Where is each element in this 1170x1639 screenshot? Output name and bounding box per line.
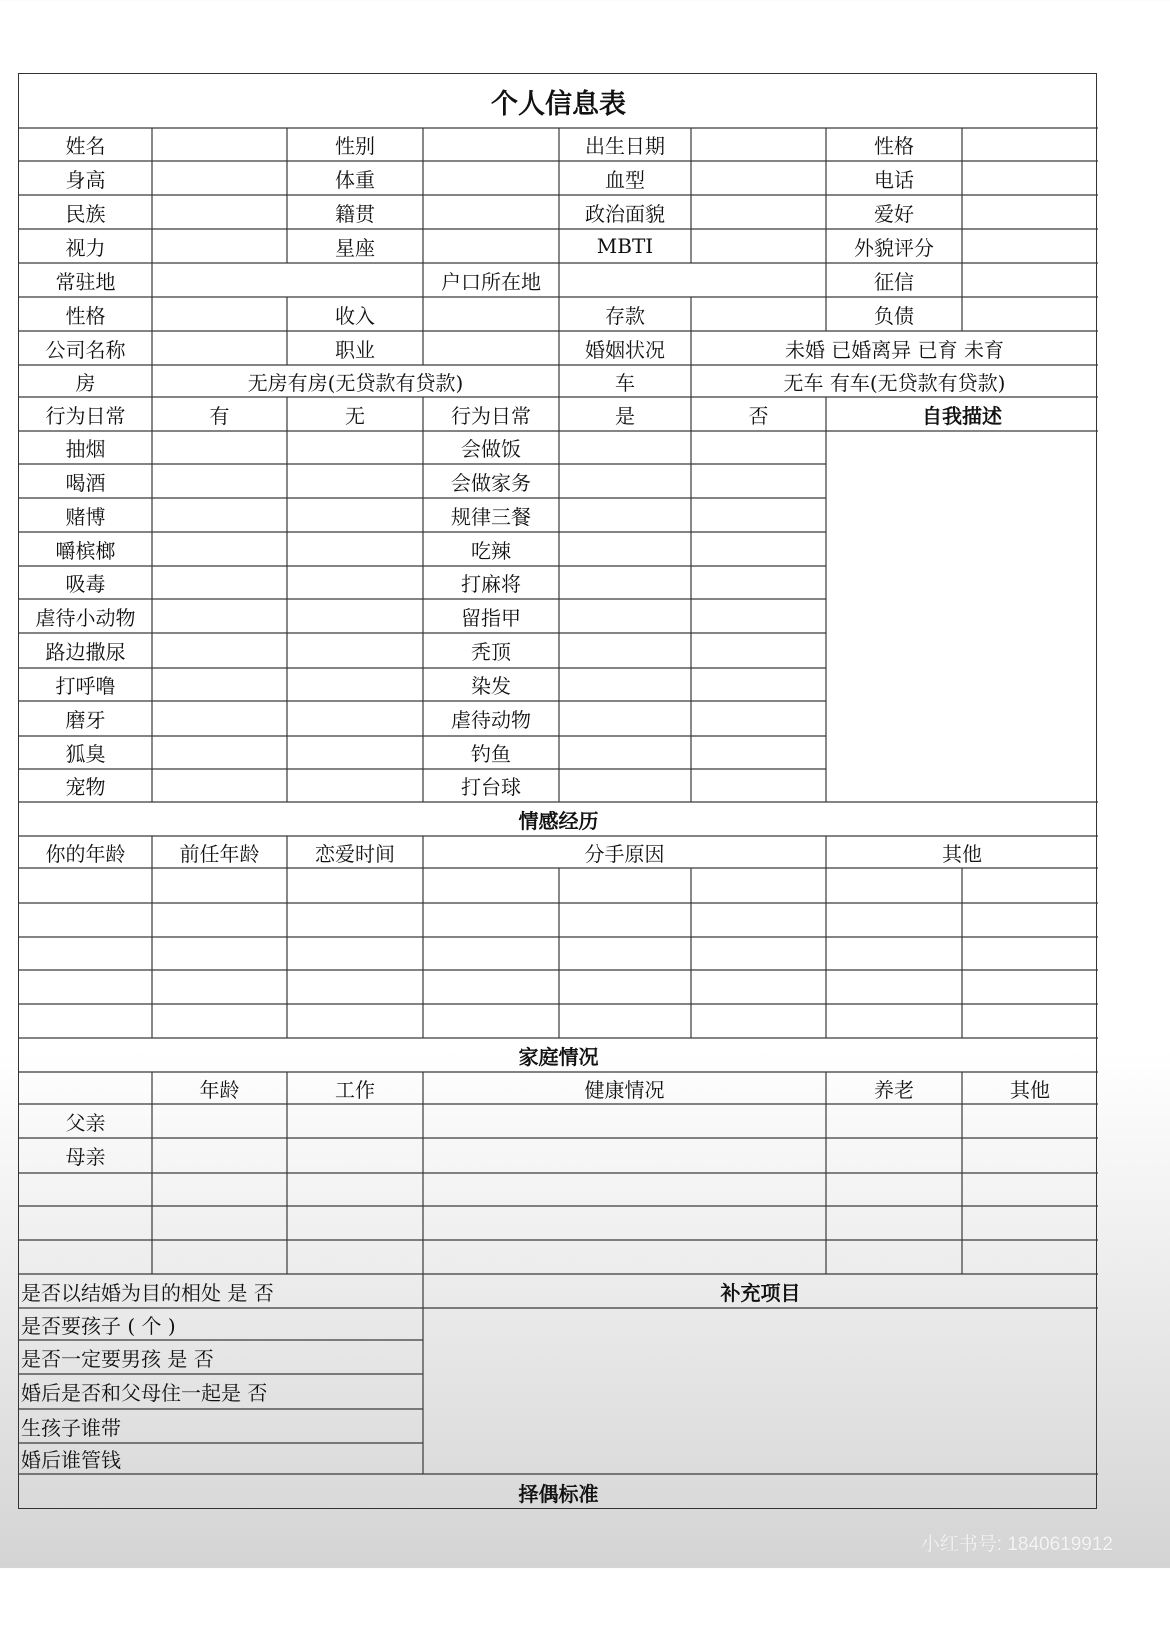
habit-header-left: 行为日常 bbox=[45, 403, 126, 428]
family-header-age: 年龄 bbox=[199, 1077, 240, 1102]
self-description-field[interactable] bbox=[826, 431, 1098, 802]
blood-type-label: 血型 bbox=[605, 167, 645, 192]
political-status-field[interactable] bbox=[691, 195, 826, 229]
emotion-header-ex-age: 前任年龄 bbox=[179, 841, 260, 866]
emotion-cell[interactable] bbox=[962, 868, 1098, 903]
emotion-cell[interactable] bbox=[826, 868, 962, 903]
emotion-cell[interactable] bbox=[826, 937, 962, 970]
family-member-label: 父亲 bbox=[65, 1110, 106, 1135]
habit-left-label: 虐待小动物 bbox=[35, 605, 136, 630]
personality-field-2[interactable] bbox=[152, 297, 287, 331]
emotion-cell[interactable] bbox=[423, 1004, 559, 1038]
emotion-cell[interactable] bbox=[152, 868, 287, 903]
family-member-label bbox=[19, 1206, 152, 1240]
habit-right-label: 会做家务 bbox=[451, 470, 531, 495]
habit-none-cell[interactable] bbox=[287, 769, 423, 802]
appearance-score-label: 外貌评分 bbox=[854, 235, 934, 260]
debt-field[interactable] bbox=[962, 297, 1098, 331]
habit-none-cell[interactable] bbox=[287, 736, 423, 769]
habit-none-cell[interactable] bbox=[287, 498, 423, 532]
habit-right-label: 留指甲 bbox=[461, 605, 521, 630]
family-age-cell[interactable] bbox=[152, 1173, 287, 1206]
habit-left-label: 磨牙 bbox=[65, 708, 106, 732]
habit-no-cell[interactable] bbox=[691, 464, 826, 498]
watermark: 小红书号: 1840619912 bbox=[920, 1534, 1113, 1555]
question-live-with-parents[interactable]: 婚后是否和父母住一起是 否 bbox=[21, 1381, 268, 1405]
habit-none-cell[interactable] bbox=[287, 566, 423, 599]
emotion-cell[interactable] bbox=[152, 1004, 287, 1038]
emotion-cell[interactable] bbox=[287, 937, 423, 970]
gender-field[interactable] bbox=[423, 128, 559, 161]
emotion-cell[interactable] bbox=[287, 1004, 423, 1038]
habit-have-cell[interactable] bbox=[152, 633, 287, 668]
family-header-pension: 养老 bbox=[874, 1077, 914, 1102]
house-label: 房 bbox=[75, 370, 96, 395]
emotion-cell[interactable] bbox=[19, 937, 152, 970]
question-marriage-purpose[interactable]: 是否以结婚为目的相处 是 否 bbox=[21, 1280, 274, 1305]
gender-label: 性别 bbox=[335, 134, 375, 158]
birth-date-field[interactable] bbox=[691, 128, 826, 161]
emotion-cell[interactable] bbox=[19, 970, 152, 1004]
habit-right-label: 规律三餐 bbox=[451, 504, 531, 529]
family-member-label bbox=[19, 1173, 152, 1206]
habit-have-cell[interactable] bbox=[152, 769, 287, 802]
family-pension-cell[interactable] bbox=[826, 1240, 962, 1274]
car-label: 车 bbox=[615, 370, 635, 395]
mbti-label: MBTI bbox=[596, 234, 654, 258]
supplement-title: 补充项目 bbox=[720, 1280, 801, 1305]
habit-no-cell[interactable] bbox=[691, 701, 826, 736]
question-must-be-boy[interactable]: 是否一定要男孩 是 否 bbox=[21, 1346, 214, 1371]
habit-yes-cell[interactable] bbox=[559, 769, 691, 802]
phone-field[interactable] bbox=[962, 161, 1098, 195]
emotion-cell[interactable] bbox=[826, 970, 962, 1004]
question-want-children[interactable]: 是否要孩子 ( 个 ) bbox=[21, 1313, 176, 1338]
height-field[interactable] bbox=[152, 161, 287, 195]
mbti-field[interactable] bbox=[691, 229, 826, 263]
habit-header-yes: 是 bbox=[615, 403, 635, 428]
habit-right-label: 染发 bbox=[471, 674, 511, 698]
appearance-score-field[interactable] bbox=[962, 229, 1098, 263]
habit-header-no: 否 bbox=[748, 403, 769, 428]
question-money-manager[interactable]: 婚后谁管钱 bbox=[21, 1448, 121, 1472]
family-work-cell[interactable] bbox=[287, 1206, 423, 1240]
emotion-cell[interactable] bbox=[423, 868, 559, 903]
habit-yes-cell[interactable] bbox=[559, 464, 691, 498]
habit-have-cell[interactable] bbox=[152, 701, 287, 736]
car-options[interactable]: 无车 有车(无贷款有贷款) bbox=[783, 370, 1006, 395]
emotion-cell[interactable] bbox=[559, 868, 691, 903]
emotion-cell[interactable] bbox=[19, 868, 152, 903]
family-health-cell[interactable] bbox=[423, 1206, 826, 1240]
habit-right-label: 吃辣 bbox=[471, 538, 511, 563]
habit-have-cell[interactable] bbox=[152, 736, 287, 769]
job-label: 职业 bbox=[335, 337, 375, 362]
hobby-label: 爱好 bbox=[874, 201, 914, 226]
emotion-header-other: 其他 bbox=[942, 841, 982, 866]
form-title: 个人信息表 bbox=[491, 88, 626, 120]
emotion-cell[interactable] bbox=[19, 903, 152, 937]
habit-left-label: 打呼噜 bbox=[55, 674, 116, 698]
habit-left-label: 狐臭 bbox=[65, 742, 106, 766]
habit-none-cell[interactable] bbox=[287, 633, 423, 668]
habit-none-cell[interactable] bbox=[287, 532, 423, 566]
habit-no-cell[interactable] bbox=[691, 498, 826, 532]
family-pension-cell[interactable] bbox=[826, 1206, 962, 1240]
emotion-cell[interactable] bbox=[19, 1004, 152, 1038]
family-health-cell[interactable] bbox=[423, 1240, 826, 1274]
hukou-field[interactable] bbox=[559, 263, 826, 297]
savings-label: 存款 bbox=[605, 303, 645, 328]
family-age-cell[interactable] bbox=[152, 1206, 287, 1240]
emotion-cell[interactable] bbox=[962, 1004, 1098, 1038]
family-work-cell[interactable] bbox=[287, 1240, 423, 1274]
family-other-cell[interactable] bbox=[962, 1104, 1098, 1138]
marital-status-label: 婚姻状况 bbox=[585, 337, 665, 362]
habit-left-label: 路边撒尿 bbox=[45, 640, 126, 664]
habit-have-cell[interactable] bbox=[152, 431, 287, 464]
weight-field[interactable] bbox=[423, 161, 559, 195]
emotion-cell[interactable] bbox=[287, 903, 423, 937]
family-header-blank bbox=[19, 1072, 152, 1104]
zodiac-label: 星座 bbox=[335, 235, 375, 260]
self-description-label: 自我描述 bbox=[922, 403, 1002, 428]
habit-yes-cell[interactable] bbox=[559, 633, 691, 668]
habit-right-label: 钓鱼 bbox=[471, 742, 511, 766]
emotion-header-your-age: 你的年龄 bbox=[45, 841, 126, 866]
income-field[interactable] bbox=[423, 297, 559, 331]
habit-no-cell[interactable] bbox=[691, 431, 826, 464]
debt-label: 负债 bbox=[874, 303, 914, 328]
habit-yes-cell[interactable] bbox=[559, 668, 691, 701]
habit-none-cell[interactable] bbox=[287, 464, 423, 498]
emotion-cell[interactable] bbox=[826, 903, 962, 937]
habit-right-label: 会做饭 bbox=[461, 437, 521, 461]
emotion-cell[interactable] bbox=[826, 1004, 962, 1038]
eyesight-label: 视力 bbox=[65, 235, 106, 260]
personality-field[interactable] bbox=[962, 128, 1098, 161]
phone-label: 电话 bbox=[874, 167, 914, 192]
emotion-cell[interactable] bbox=[423, 903, 559, 937]
family-other-cell[interactable] bbox=[962, 1173, 1098, 1206]
job-field[interactable] bbox=[423, 331, 559, 365]
habit-left-label: 喝酒 bbox=[65, 470, 106, 495]
hobby-field[interactable] bbox=[962, 195, 1098, 229]
native-place-field[interactable] bbox=[423, 195, 559, 229]
family-header-work: 工作 bbox=[335, 1077, 375, 1102]
weight-label: 体重 bbox=[335, 167, 375, 192]
native-place-label: 籍贯 bbox=[335, 201, 375, 226]
habit-yes-cell[interactable] bbox=[559, 599, 691, 633]
habit-right-label: 秃顶 bbox=[471, 640, 511, 664]
family-age-cell[interactable] bbox=[152, 1138, 287, 1173]
habit-left-label: 嚼槟榔 bbox=[55, 538, 116, 563]
habit-have-cell[interactable] bbox=[152, 498, 287, 532]
habit-no-cell[interactable] bbox=[691, 769, 826, 802]
family-health-cell[interactable] bbox=[423, 1104, 826, 1138]
family-other-cell[interactable] bbox=[962, 1240, 1098, 1274]
habit-have-cell[interactable] bbox=[152, 599, 287, 633]
political-status-label: 政治面貌 bbox=[585, 201, 665, 226]
habit-left-label: 宠物 bbox=[65, 775, 106, 799]
family-header-health: 健康情况 bbox=[584, 1077, 665, 1102]
family-member-label bbox=[19, 1240, 152, 1274]
emotion-cell[interactable] bbox=[962, 937, 1098, 970]
habit-header-have: 有 bbox=[209, 403, 230, 428]
emotion-cell[interactable] bbox=[691, 937, 826, 970]
habit-yes-cell[interactable] bbox=[559, 532, 691, 566]
supplement-field[interactable] bbox=[423, 1308, 1098, 1474]
habit-none-cell[interactable] bbox=[287, 431, 423, 464]
emotion-cell[interactable] bbox=[962, 903, 1098, 937]
habit-header-none: 无 bbox=[345, 403, 365, 428]
habit-yes-cell[interactable] bbox=[559, 431, 691, 464]
company-field[interactable] bbox=[152, 331, 287, 365]
family-health-cell[interactable] bbox=[423, 1173, 826, 1206]
habit-yes-cell[interactable] bbox=[559, 566, 691, 599]
family-section-title: 家庭情况 bbox=[518, 1044, 599, 1069]
birth-date-label: 出生日期 bbox=[585, 134, 665, 158]
family-work-cell[interactable] bbox=[287, 1104, 423, 1138]
emotion-cell[interactable] bbox=[152, 903, 287, 937]
family-member-label: 母亲 bbox=[65, 1145, 106, 1169]
emotion-cell[interactable] bbox=[423, 970, 559, 1004]
habit-yes-cell[interactable] bbox=[559, 736, 691, 769]
name-field[interactable] bbox=[152, 128, 287, 161]
emotion-cell[interactable] bbox=[423, 937, 559, 970]
habit-none-cell[interactable] bbox=[287, 668, 423, 701]
emotion-cell[interactable] bbox=[559, 903, 691, 937]
emotion-cell[interactable] bbox=[559, 1004, 691, 1038]
habit-no-cell[interactable] bbox=[691, 668, 826, 701]
emotion-cell[interactable] bbox=[287, 868, 423, 903]
habit-yes-cell[interactable] bbox=[559, 701, 691, 736]
height-label: 身高 bbox=[65, 167, 106, 192]
name-label: 姓名 bbox=[65, 134, 106, 158]
residence-field[interactable] bbox=[152, 263, 423, 297]
savings-field[interactable] bbox=[691, 297, 826, 331]
habit-right-label: 打麻将 bbox=[461, 572, 521, 596]
habit-right-label: 打台球 bbox=[461, 775, 521, 799]
habit-none-cell[interactable] bbox=[287, 599, 423, 633]
zodiac-field[interactable] bbox=[423, 229, 559, 263]
emotion-cell[interactable] bbox=[691, 1004, 826, 1038]
residence-label: 常驻地 bbox=[55, 269, 116, 294]
credit-field[interactable] bbox=[962, 263, 1098, 297]
emotion-cell[interactable] bbox=[559, 970, 691, 1004]
habit-no-cell[interactable] bbox=[691, 532, 826, 566]
family-work-cell[interactable] bbox=[287, 1173, 423, 1206]
emotion-cell[interactable] bbox=[152, 937, 287, 970]
family-pension-cell[interactable] bbox=[826, 1104, 962, 1138]
emotion-cell[interactable] bbox=[559, 937, 691, 970]
habit-have-cell[interactable] bbox=[152, 668, 287, 701]
personality-label-2: 性格 bbox=[65, 303, 106, 328]
habit-have-cell[interactable] bbox=[152, 566, 287, 599]
ethnicity-label: 民族 bbox=[65, 201, 106, 226]
family-health-cell[interactable] bbox=[423, 1138, 826, 1173]
family-pension-cell[interactable] bbox=[826, 1138, 962, 1173]
emotion-cell[interactable] bbox=[691, 868, 826, 903]
family-age-cell[interactable] bbox=[152, 1104, 287, 1138]
habit-have-cell[interactable] bbox=[152, 532, 287, 566]
family-header-other: 其他 bbox=[1010, 1077, 1050, 1102]
blood-type-field[interactable] bbox=[691, 161, 826, 195]
habit-left-label: 吸毒 bbox=[65, 572, 106, 596]
emotion-cell[interactable] bbox=[287, 970, 423, 1004]
emotion-cell[interactable] bbox=[152, 970, 287, 1004]
credit-label: 征信 bbox=[874, 269, 914, 294]
emotion-cell[interactable] bbox=[691, 970, 826, 1004]
emotion-section-title: 情感经历 bbox=[518, 808, 599, 833]
habit-no-cell[interactable] bbox=[691, 566, 826, 599]
habit-left-label: 赌博 bbox=[65, 504, 106, 529]
habit-header-right: 行为日常 bbox=[451, 403, 531, 428]
family-other-cell[interactable] bbox=[962, 1138, 1098, 1173]
habit-none-cell[interactable] bbox=[287, 701, 423, 736]
habit-no-cell[interactable] bbox=[691, 633, 826, 668]
emotion-header-duration: 恋爱时间 bbox=[315, 841, 395, 866]
habit-no-cell[interactable] bbox=[691, 736, 826, 769]
family-work-cell[interactable] bbox=[287, 1138, 423, 1173]
habit-no-cell[interactable] bbox=[691, 599, 826, 633]
personal-info-form bbox=[18, 73, 1097, 1509]
habit-left-label: 抽烟 bbox=[65, 437, 106, 461]
emotion-header-breakup-reason: 分手原因 bbox=[584, 841, 665, 866]
hukou-label: 户口所在地 bbox=[441, 269, 541, 294]
house-options[interactable]: 无房有房(无贷款有贷款) bbox=[247, 370, 464, 395]
question-childcare[interactable]: 生孩子谁带 bbox=[21, 1415, 121, 1440]
ethnicity-field[interactable] bbox=[152, 195, 287, 229]
company-label: 公司名称 bbox=[45, 337, 126, 362]
family-age-cell[interactable] bbox=[152, 1240, 287, 1274]
family-pension-cell[interactable] bbox=[826, 1173, 962, 1206]
marital-status-options[interactable]: 未婚 已婚离异 已育 未育 bbox=[784, 337, 1005, 362]
family-other-cell[interactable] bbox=[962, 1206, 1098, 1240]
emotion-cell[interactable] bbox=[962, 970, 1098, 1004]
partner-standard-title: 择偶标准 bbox=[518, 1481, 599, 1506]
habit-have-cell[interactable] bbox=[152, 464, 287, 498]
habit-right-label: 虐待动物 bbox=[451, 708, 531, 732]
personality-label: 性格 bbox=[874, 134, 914, 158]
habit-yes-cell[interactable] bbox=[559, 498, 691, 532]
income-label: 收入 bbox=[335, 303, 375, 328]
emotion-cell[interactable] bbox=[691, 903, 826, 937]
eyesight-field[interactable] bbox=[152, 229, 287, 263]
